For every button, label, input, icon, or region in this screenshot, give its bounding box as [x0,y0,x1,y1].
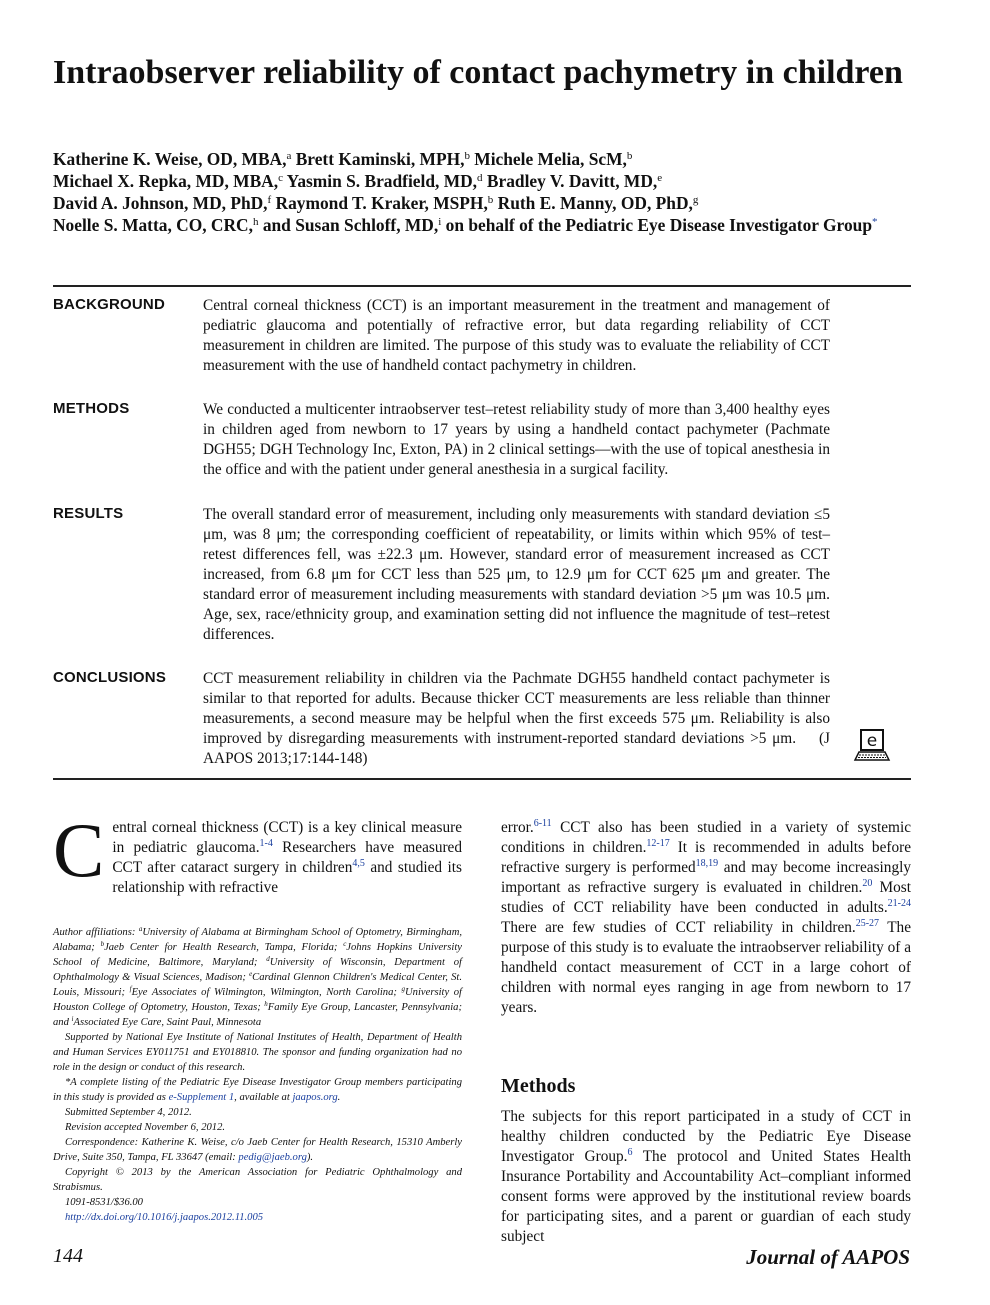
abstract-label: BACKGROUND [53,296,165,313]
journal-name: Journal of AAPOS [746,1245,910,1269]
svg-text:e: e [866,731,878,751]
abstract-label: RESULTS [53,505,124,522]
journal-site-link[interactable]: jaapos.org [292,1092,338,1103]
group-footnote-link[interactable]: * [872,216,878,228]
submitted-date: Submitted September 4, 2012. [65,1107,192,1118]
funding-note: Supported by National Eye Institute of National Institutes of Health, Department of Health and Human Services EY011751 and EY018810. The sponsor and funding organization had no role in the design or conduct of this research. [53,1032,462,1073]
abstract-label: METHODS [53,400,130,417]
email-link[interactable]: pedig@jaeb.org [238,1152,307,1163]
journal-citation: (J AAPOS 2013;17:144-148) [203,730,831,767]
reference-link[interactable]: 12-17 [646,838,670,849]
reference-link[interactable]: 4,5 [352,858,365,869]
reference-link[interactable]: 25-27 [855,918,880,929]
abstract-text: We conducted a multicenter intraobserver test–retest reliability study of more than 3,400 healthy eyes in children aged from newborn to 17 years by using a handheld contact pachymeter (Pachmate DGH55; DGH Technology Inc, Exton, PA) in 2 clinical settings—with the use of topical anesthesia in the office and with the patient under general anesthesia in a surgical facility. [203,401,830,478]
reference-link[interactable]: 6-11 [533,818,552,829]
reference-link[interactable]: 6 [627,1147,633,1158]
page-number: 144 [53,1245,83,1267]
correspondence: Correspondence: Katherine K. Weise, c/o Jaeb Center for Health Research, 15310 Amberly Drive, Suite 350, Tampa, FL 33647 (email: pedig@jaeb.org). [53,1137,462,1163]
reference-link[interactable]: 21-24 [887,898,911,909]
intro-paragraph: Central corneal thickness (CCT) is a key clinical measure in pediatric glaucoma.$^{1-4}$ Researchers have measured CCT after cataract surgery in children$^{4,5}$ and studied its relationship with refractive [53,807,462,896]
author-list: Katherine K. Weise, OD, MBA,$^a$ Brett Kaminski, MPH,$^b$ Michele Melia, ScM,$^b$ Michael X. Repka, MD, MBA,$^c$ Yasmin S. Bradfield, MD,$^d$ Bradley V. Davitt, MD,$^e$ David A. Johnson, MD, PhD,$^f$ Raymond T. Kraker, MSPH,$^b$ Ruth E. Manny, OD, PhD,$^g$ Noelle S. Matta, CO, CRC,$^h$ and Susan Schloff, MD,$^i$ on behalf of the Pediatric Eye Disease Investigator Group* [53,149,878,235]
intro-paragraph-continued: error.$^{6-11}$ CCT also has been studied in a variety of systemic conditions in children.$^{12-17}$ It is recommended in adults before refractive surgery is performed$^{18,19}$ and may become increasingly important as refractive surgery is evaluated in children.$^{20}$ Most studies of CCT reliability have been conducted in adults.$^{21-24}$ There are few studies of CCT reliability in children.$^{25-27}$ The purpose of this study is to evaluate the intraobserver reliability of a handheld contact measurement of CCT in a large cohort of children with normal eyes ranging in age from newborn to 17 years. [501,818,911,1016]
copyright-note: Copyright © 2013 by the American Association for Pediatric Ophthalmology and Strabismus. [53,1167,462,1193]
abstract-text: Central corneal thickness (CCT) is an important measurement in the treatment and management of pediatric glaucoma and potentially of refractive error, but data regarding reliability of CCT measurement in children are limited. The purpose of this study was to evaluate the reliability of CCT measurement with the use of handheld contact pachymetry in children. [203,297,830,374]
esupplement-link[interactable]: e-Supplement 1 [168,1092,235,1103]
reference-link[interactable]: 20 [862,878,873,889]
abstract-label: CONCLUSIONS [53,669,167,686]
reference-link[interactable]: 1-4 [259,838,273,849]
abstract-text: The overall standard error of measurement, including only measurements with standard deviation ≤5 μm, was 8 μm; the corresponding coefficient of repeatability, or limits within which 95% of test–retest differences fell, was ±22.3 μm. However, standard error of measurement increased as CCT increased, from 6.8 μm for CCT less than 525 μm, to 12.9 μm for CCT 625 μm and greater. The standard error of measurement including measurements with standard deviation >5 μm was 10.5 μm. Age, sex, race/ethnicity group, and examination setting did not influence the magnitude of test–retest differences. [203,506,830,643]
author-affiliations: Author affiliations: $^a$University of Alabama at Birmingham School of Optometry, Birmingham, Alabama; $^b$Jaeb Center for Health Research, Tampa, Florida; $^c$Johns Hopkins University School of Medicine, Baltimore, Maryland; $^d$University of Wisconsin, Department of Ophthalmology & Visual Sciences, Madison; $^e$Cardinal Glennon Children's Medical Center, St. Louis, Missouri; $^f$Eye Associates of Wilmington, Wilmington, North Carolina; $^g$University of Houston College of Optometry, Houston, Texas; $^h$Family Eye Group, Lancaster, Pennsylvania; and $^i$Associated Eye Care, Saint Paul, Minnesota Supported by National Eye Institute of National Institutes of Health, Department of Health and Human Services EY011751 and EY018810. The sponsor and funding organization had no role in the design or conduct of this research. *A complete listing of the Pediatric Eye Disease Investigator Group members participating in this study is provided as e-Supplement 1, available at jaapos.org. Submitted September 4, 2012. Revision accepted November 6, 2012. Correspondence: Katherine K. Weise, c/o Jaeb Center for Health Research, 15310 Amberly Drive, Suite 350, Tampa, FL 33647 (email: pedig@jaeb.org). Copyright © 2013 by the American Association for Pediatric Ophthalmology and Strabismus. 1091-8531/$36.00 http://dx.doi.org/10.1016/j.jaapos.2012.11.005 [53,925,463,1223]
abstract-box [53,285,911,780]
revision-date: Revision accepted November 6, 2012. [65,1122,226,1133]
reference-link[interactable]: 18,19 [695,858,719,869]
article-title: Intraobserver reliability of contact pachymetry in children [53,54,903,91]
drop-cap: C [53,807,105,893]
doi-link[interactable]: http://dx.doi.org/10.1016/j.jaapos.2012.11.005 [65,1212,264,1223]
methods-heading: Methods [501,1075,576,1097]
issn: 1091-8531/$36.00 [65,1197,143,1208]
abstract-text: CCT measurement reliability in children via the Pachmate DGH55 handheld contact pachymeter is similar to that reported for adults. Because thicker CCT measurements are less reliable than thinner measurements, a second measure may be helpful when the first exceeds 575 μm. Reliability is also improved by disregarding measurements with instrument-reported standard deviations >5 μm. (J AAPOS 2013;17:144-148) [203,670,831,767]
group-note: *A complete listing of the Pediatric Eye Disease Investigator Group members participating in this study is provided as e-Supplement 1, available at jaapos.org. [53,1077,462,1103]
methods-paragraph: The subjects for this report participated in a study of CCT in healthy children conducted by the Pediatric Eye Disease Investigator Group.$^6$ The protocol and United States Health Insurance Portability and Accountability Act–compliant informed consent forms were approved by the institutional review boards for participating sites, and a parent or guardian of each study subject [501,1108,911,1245]
e-computer-icon[interactable] [853,727,891,765]
